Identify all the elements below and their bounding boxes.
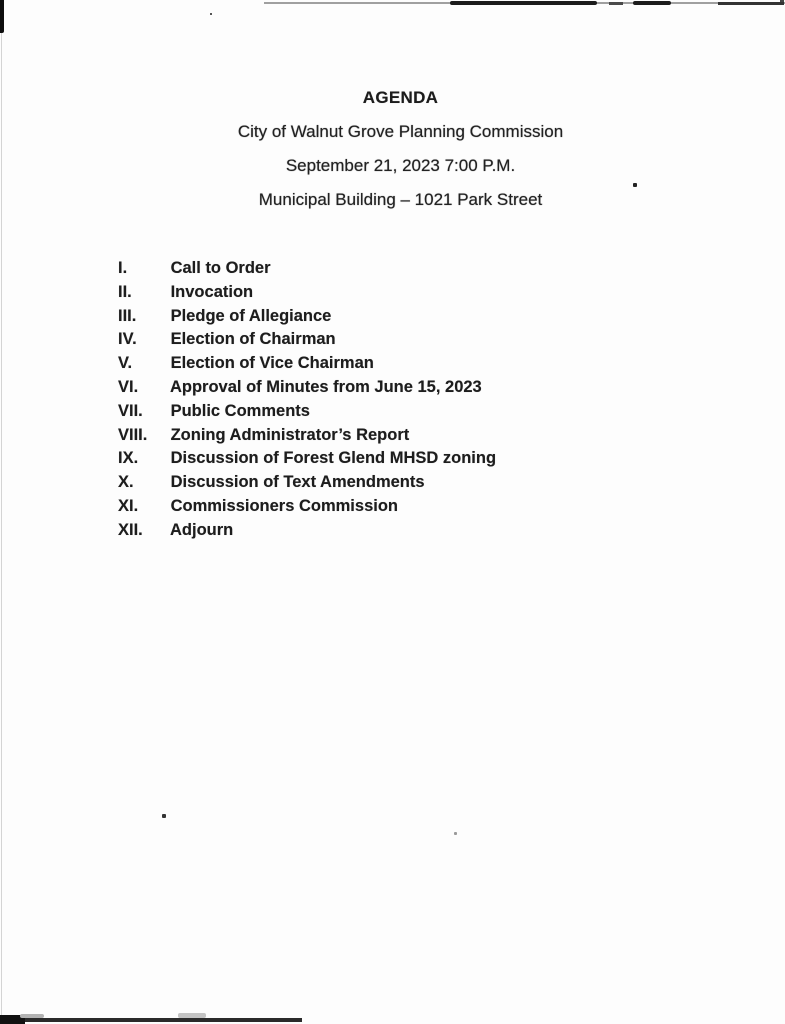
agenda-item-label: Discussion of Forest Glend MHSD zoning [170, 449, 497, 468]
agenda-item [118, 328, 496, 352]
agenda-item [118, 257, 496, 281]
agenda-item [118, 352, 496, 376]
agenda-item-numeral: III. [118, 306, 137, 325]
agenda-item [118, 424, 496, 448]
agenda-item-numeral: X. [118, 473, 134, 492]
scan-speck [210, 13, 212, 15]
agenda-item-numeral: XII. [118, 520, 143, 539]
agenda-item-numeral: VI. [118, 377, 139, 396]
agenda-item-label: Invocation [170, 282, 254, 301]
agenda-item-numeral: V. [118, 354, 133, 373]
agenda-item-label: Election of Vice Chairman [170, 354, 374, 373]
document-organization: City of Walnut Grove Planning Commission [237, 122, 564, 141]
agenda-item-numeral: I. [118, 259, 128, 277]
agenda-item-numeral: IV. [118, 330, 137, 349]
agenda-item-label: Public Comments [170, 401, 310, 420]
agenda-item [118, 281, 496, 305]
scan-speck [454, 832, 457, 835]
agenda-item [118, 471, 496, 495]
agenda-item [118, 400, 496, 424]
agenda-item-label: Adjourn [169, 520, 234, 539]
scan-speck [780, 0, 784, 2]
scan-left-edge-mark [0, 0, 4, 33]
agenda-item-numeral: VIII. [118, 425, 148, 444]
agenda-item-label: Zoning Administrator’s Report [170, 425, 410, 444]
document-location: Municipal Building – 1021 Park Street [258, 190, 543, 209]
agenda-list [118, 257, 496, 543]
agenda-item-label: Pledge of Allegiance [170, 306, 332, 325]
scan-top-edge-segment [718, 2, 784, 5]
scan-smudge [20, 1014, 44, 1018]
scan-top-edge-segment [609, 2, 623, 5]
agenda-item [118, 519, 496, 543]
agenda-item-numeral: IX. [118, 449, 139, 468]
agenda-item [118, 495, 496, 519]
scan-left-edge-streak [1, 33, 2, 1024]
agenda-item-numeral: VII. [118, 401, 143, 420]
agenda-item [118, 305, 496, 329]
agenda-item [118, 376, 496, 400]
agenda-item-label: Call to Order [170, 259, 271, 277]
scan-top-edge-segment [450, 1, 597, 5]
agenda-item [118, 447, 496, 471]
scan-speck [162, 814, 166, 818]
agenda-item-label: Discussion of Text Amendments [170, 473, 425, 492]
agenda-item-label: Election of Chairman [170, 330, 336, 349]
agenda-item-label: Approval of Minutes from June 15, 2023 [169, 377, 482, 396]
scan-bottom-bar [0, 1018, 302, 1022]
scan-top-edge-segment [633, 1, 671, 5]
agenda-item-numeral: II. [118, 282, 132, 301]
agenda-item-numeral: XI. [118, 496, 139, 515]
document-title: AGENDA [362, 88, 439, 107]
scan-smudge [178, 1013, 206, 1018]
document-header [16, 81, 785, 217]
document-datetime: September 21, 2023 7:00 P.M. [285, 156, 516, 175]
agenda-item-label: Commissioners Commission [170, 496, 398, 515]
